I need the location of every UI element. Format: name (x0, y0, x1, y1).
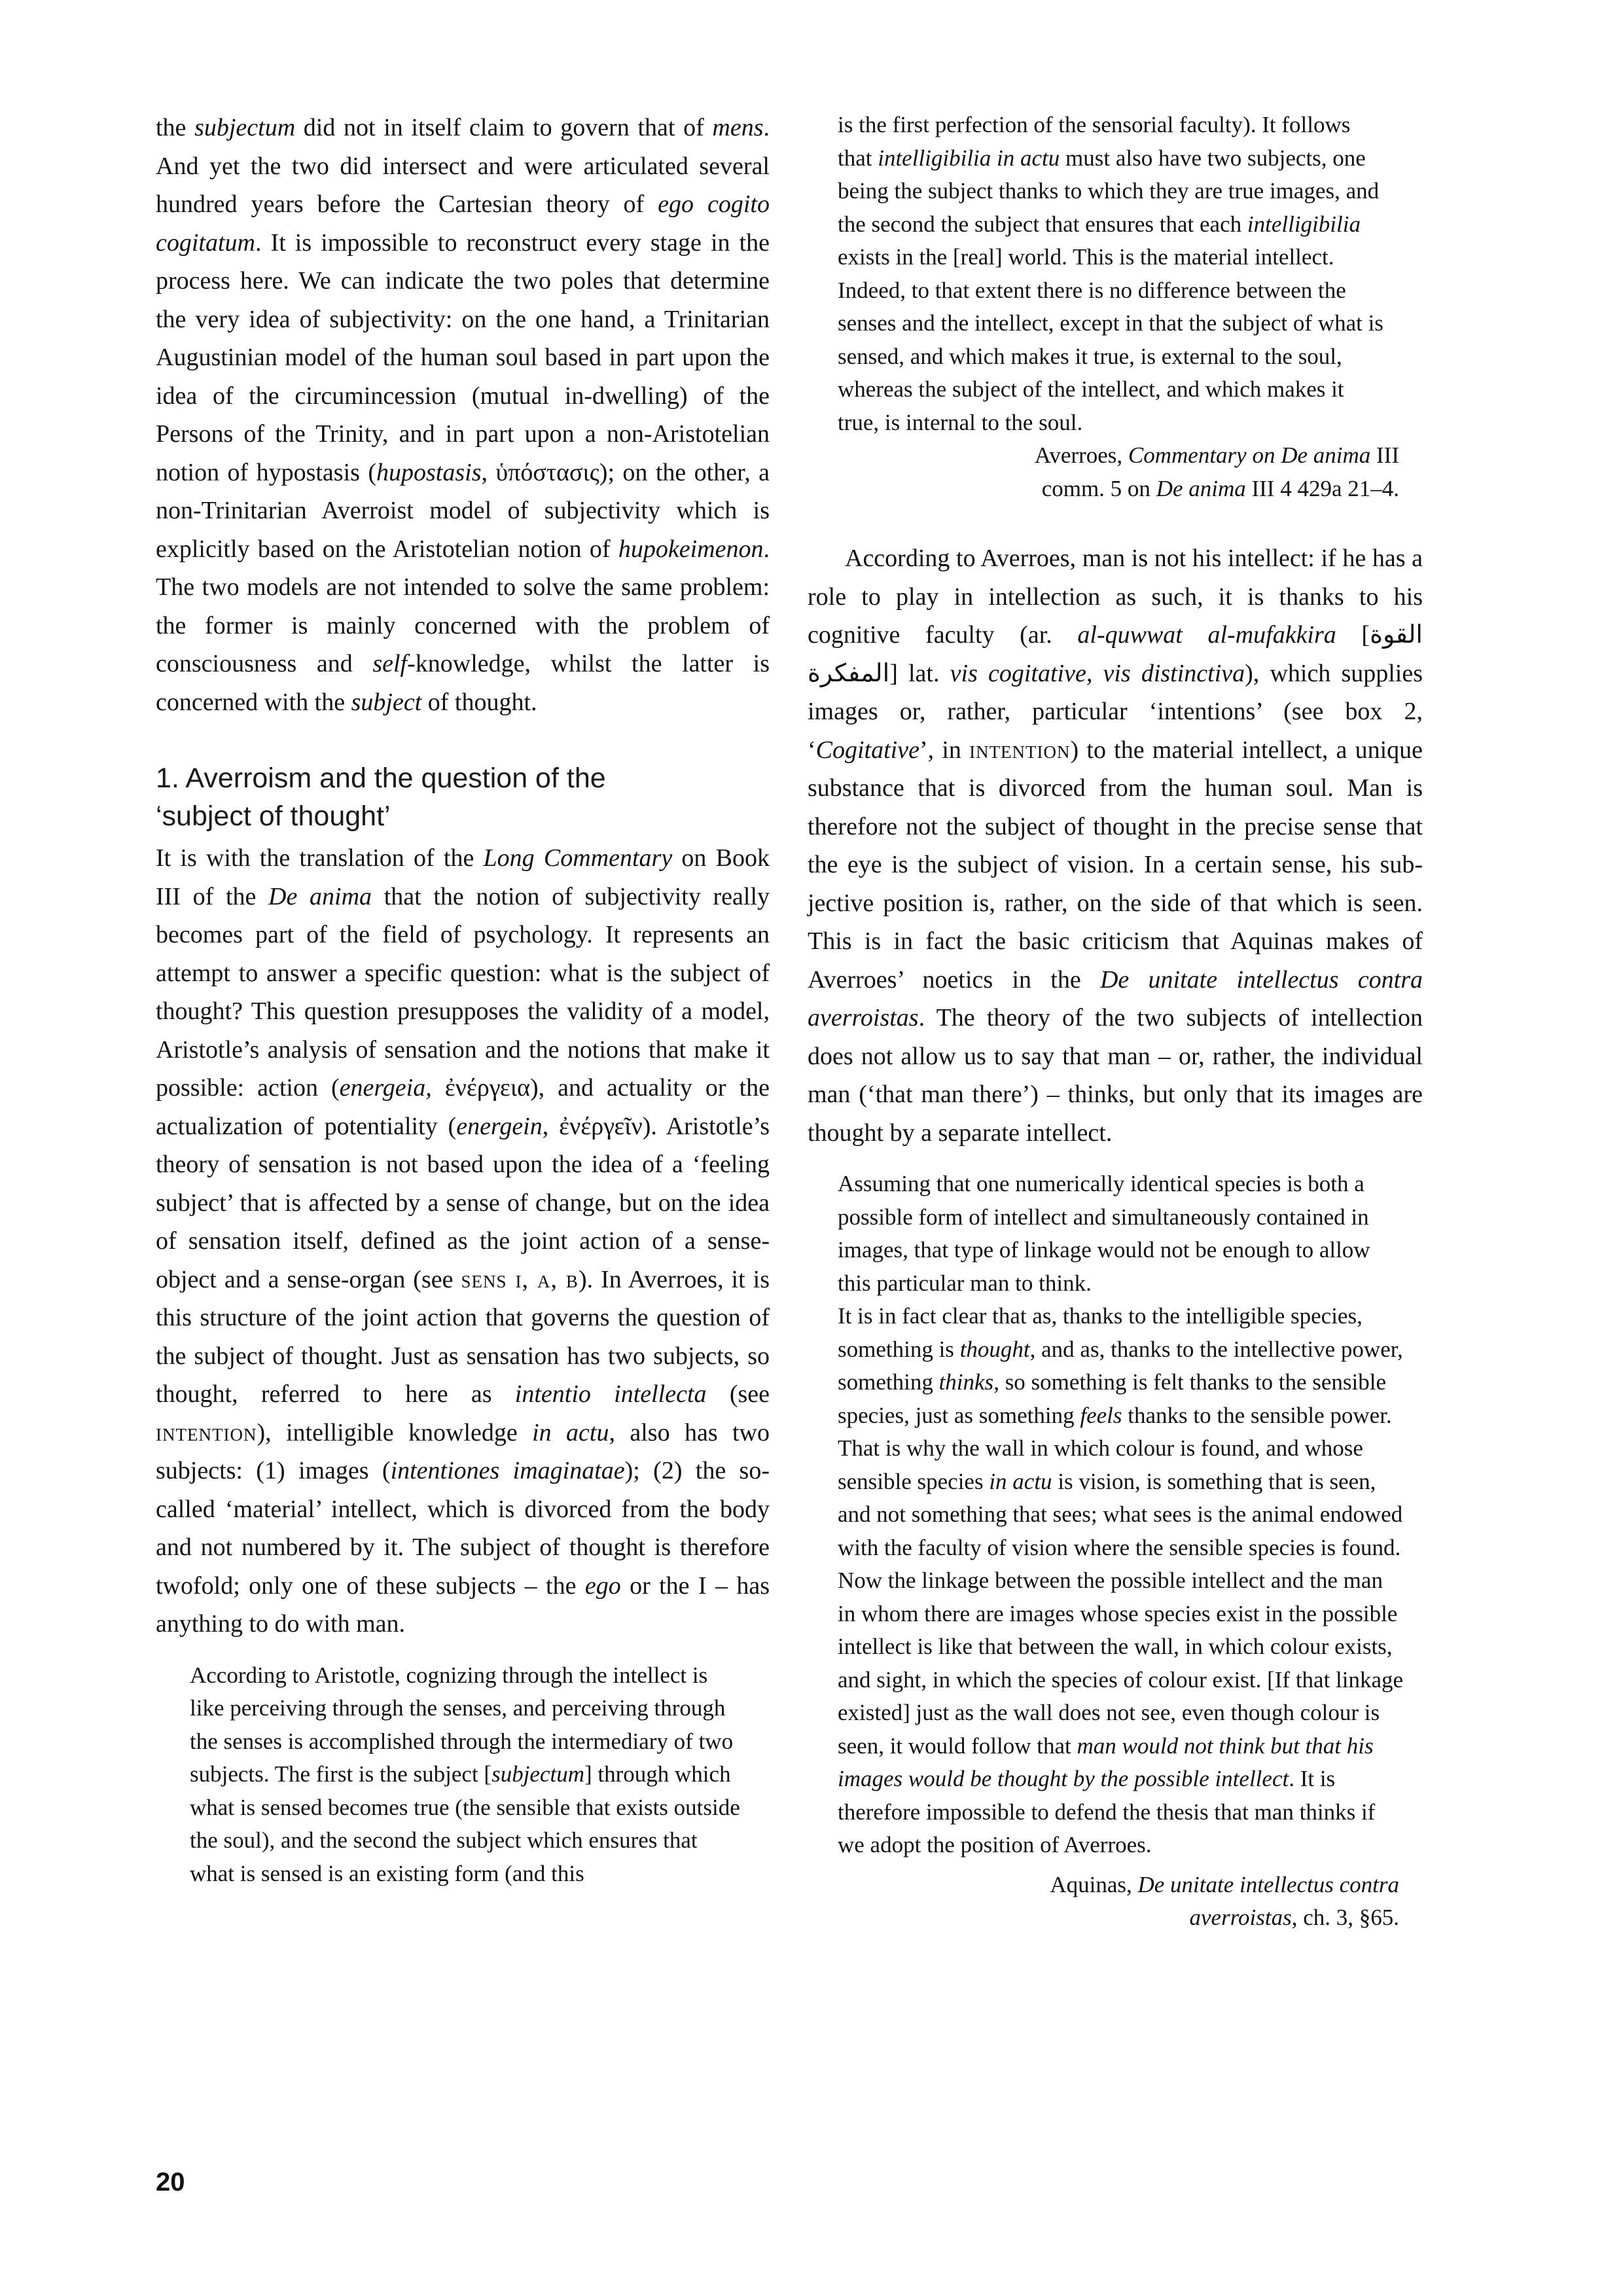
attribution-aquinas-line-2 (808, 1901, 1399, 1935)
text-run: al-quwwat al-mufakkira (1077, 621, 1336, 649)
block-quote-aquinas-2 (838, 1300, 1404, 1862)
text-run: It is in fact clear that as, thanks to the intelligible species, something is (838, 1303, 1363, 1362)
text-run: It is with the translation of the (156, 844, 484, 872)
text-run: man would not think but that his images would be thought by the possible intellect (838, 1732, 1374, 1791)
text-run: De unitate intellectus contra (1137, 1871, 1399, 1897)
text-run: mens (712, 114, 764, 141)
text-run: De anima (268, 882, 372, 910)
text-run: subjectum (194, 114, 296, 141)
body-paragraph-2 (156, 839, 770, 1643)
text-run: , ch. 3, §65. (1291, 1905, 1399, 1930)
text-run: According to Aristotle, cognizing through the intellect is like perceiving through the senses, and perceiving through the senses is accomplished through the intermediary of two subjects. The first is the subject [ (190, 1662, 734, 1787)
text-run: is the first perfection of the sensorial faculty). It follows that (838, 112, 1351, 171)
text-run: ), which supplies images or, rather, particular ‘intentions’ (see box 2, ‘ (808, 659, 1423, 764)
text-run: Long Commentary (483, 844, 673, 872)
text-run: Assuming that one numerically identical species is both a possible form of intellect and simultaneously contained in images, that type of linkage would not be enough to allow this particular man to think. (838, 1171, 1370, 1296)
text-run: the (156, 114, 195, 141)
text-run: energeia, (339, 1074, 432, 1102)
text-run: hupokeimenon (618, 535, 764, 563)
text-run: hupostasis (376, 458, 482, 486)
text-run: subject (351, 688, 422, 716)
text-run: must also have two subjects, one being the subject thanks to which they are true images, and the second the subject that ensures that each (838, 145, 1380, 237)
text-run: did not in itself claim to govern that of (295, 114, 713, 141)
body-paragraph-1 (156, 109, 770, 721)
left-column (156, 109, 770, 1890)
text-run: intention (156, 1418, 257, 1446)
text-run: , ὑπόστασις); on the other, a non-Trinitarian Averroist model of subjectivity which is explicitly based on the Aristotelian notion of (156, 458, 770, 563)
text-run: or the I – has anything to do with man. (156, 1571, 770, 1638)
block-quote-aquinas-1 (838, 1168, 1404, 1300)
text-run: that the notion of subjectivity really becomes part of the field of psychology. It represents an attempt to answer a specific question: what is the subject of thought? This question presupposes the validity of a model, Aristotle’s analysis of sensation and the notions that make it possible: action ( (156, 882, 770, 1102)
text-run: intentio intellecta (514, 1380, 707, 1408)
text-run: intelligibilia in actu (878, 145, 1060, 171)
text-run: ), intelligible knowledge (257, 1418, 533, 1446)
text-run: . The theory of the two subjects of intellection does not allow us to say that man – or, rather, the individual man (‘that man there’) – thinks, but only that its images are thought by a separate intellect. (808, 1004, 1423, 1147)
attribution-averroes-line-1 (808, 439, 1399, 473)
text-run: vis cogitative, vis distinctiva (950, 659, 1245, 687)
text-run: averroistas (1189, 1905, 1292, 1930)
text-run: , also has two subjects: (1) images ( (156, 1418, 770, 1484)
text-run: , and as, thanks to the intellective power, something (838, 1336, 1403, 1395)
text-run: ego cogito cogitatum (156, 190, 770, 257)
text-run: [القوة المفكرة] lat. (808, 621, 1423, 687)
section-heading-line-1: 1. Averroism and the question of the (156, 762, 606, 794)
text-run: Aquinas, (1050, 1871, 1138, 1897)
text-run: exists in the [real] world. This is the material intellect. Indeed, to that extent there is no difference between the senses and the intellect, except in that the subject of what is sensed, and which makes it true, is external to the soul, whereas the subject of the intellect, and which makes it true, is internal to the soul. (838, 244, 1383, 435)
text-run: intentiones imaginatae (390, 1457, 625, 1484)
text-run: (see (706, 1380, 770, 1408)
text-run: ’, in (919, 736, 970, 764)
text-run: in actu (532, 1418, 609, 1446)
text-run: comm. 5 on (1041, 475, 1156, 501)
text-run: subjectum (491, 1761, 584, 1787)
text-run: Averroes, (1034, 442, 1128, 468)
section-heading (156, 759, 770, 835)
text-run: De anima (1156, 475, 1246, 501)
text-run: , ἐνέργεῖν). Aristotle’s theory of sensation is not based upon the idea of a ‘feeling subject’ that is affected by a sense of change, but on the idea of sensation itself, defined as the joint action of a sense-object and a sense-organ (see (156, 1112, 770, 1293)
text-run: ) to the material intellect, a unique substance that is divorced from the human soul. Man is therefore not the subject of thought in the precise sense that the eye is the subject of vision. In a certain sense, his sub-jective position is, rather, on the side of that which is seen. This is in fact the basic criticism that Aquinas makes of Averroes’ noetics in the (808, 736, 1423, 994)
text-run: of thought. (421, 688, 537, 716)
text-run: self (372, 650, 408, 677)
text-run: Cogitative (815, 736, 919, 764)
text-run: feels (1080, 1402, 1122, 1428)
text-run: energein (456, 1112, 543, 1140)
section-heading-line-2: ‘subject of thought’ (156, 800, 391, 832)
body-paragraph-3 (808, 539, 1423, 1152)
text-run: on Book III of the (156, 844, 770, 910)
text-run: De unitate intellectus contra averroistas (808, 965, 1423, 1031)
text-run: -knowledge, whilst the latter is concerned with the (156, 650, 770, 716)
text-run: . It is impossible to reconstruct every stage in the process here. We can indicate the two poles that determine the very idea of subjectivity: on the one hand, a Trinitarian Augustinian model of the human soul based in part upon the idea of the circumincession (mutual in-dwelling) of the Persons of the Trinity, and in part upon a non-Aristotelian notion of hypostasis ( (156, 228, 770, 486)
text-run: III (1370, 442, 1399, 468)
text-run: , so something is felt thanks to the sensible species, just as something (838, 1369, 1386, 1428)
block-quote-averroes-continued (838, 109, 1383, 439)
text-run: ego (584, 1571, 621, 1600)
text-run: . And yet the two did intersect and were articulated several hundred years before the Cartesian theory of (156, 114, 770, 218)
text-run: ). In Averroes, it is this structure of the joint action that governs the question of the subject of thought. Just as sensation has two subjects, so thought, referred to here as (156, 1265, 770, 1408)
text-run: Commentary on De anima (1128, 442, 1371, 468)
text-run: in actu (989, 1468, 1052, 1494)
page-number: 20 (156, 2168, 185, 2197)
text-run: thought (959, 1336, 1030, 1362)
text-run: sens i, a, b (461, 1265, 579, 1293)
text-run: . The two models are not intended to solve the same problem: the former is mainly concerned with the problem of consciousness and (156, 535, 770, 677)
text-run: According to Averroes, man is not his intellect: if he has a role to play in intellection as such, it is thanks to his cognitive faculty (ar. (808, 545, 1423, 649)
text-run: thinks (938, 1369, 994, 1395)
attribution-averroes-line-2 (808, 473, 1399, 506)
attribution-aquinas-line-1 (808, 1869, 1399, 1902)
text-run: . It is therefore impossible to defend the thesis that man thinks if we adopt the position of Averroes. (838, 1766, 1376, 1857)
right-column (808, 109, 1423, 1935)
text-run: intention (969, 736, 1071, 764)
text-run: ἐνέργεια), and actuality or the actualization of potentiality ( (156, 1074, 770, 1140)
text-run: III 4 429a 21–4. (1245, 475, 1399, 501)
text-run: ); (2) the so-called ‘material’ intellect, which is divorced from the body and not numbered by it. The subject of thought is therefore twofold; only one of these subjects – the (156, 1457, 770, 1600)
text-run: ] through which what is sensed becomes true (the sensible that exists outside the soul), and the second the subject which ensures that what is sensed is an existing form (and this (190, 1761, 740, 1886)
text-run: intelligibilia (1247, 211, 1361, 237)
block-quote-averroes (190, 1659, 743, 1891)
text-run: is vision, is something that is seen, and not something that sees; what sees is the animal endowed with the faculty of vision where the sensible species is found. Now the linkage between the possible intellect and the man in whom there are images whose species exist in the possible intellect is like that between the wall, in which colour exists, and sight, in which the species of colour exist. [If that linkage existed] just as the wall does not see, even though colour is seen, it would follow that (838, 1468, 1404, 1759)
text-run: thanks to the sensible power. That is why the wall in which colour is found, and whose sensible species (838, 1402, 1392, 1494)
